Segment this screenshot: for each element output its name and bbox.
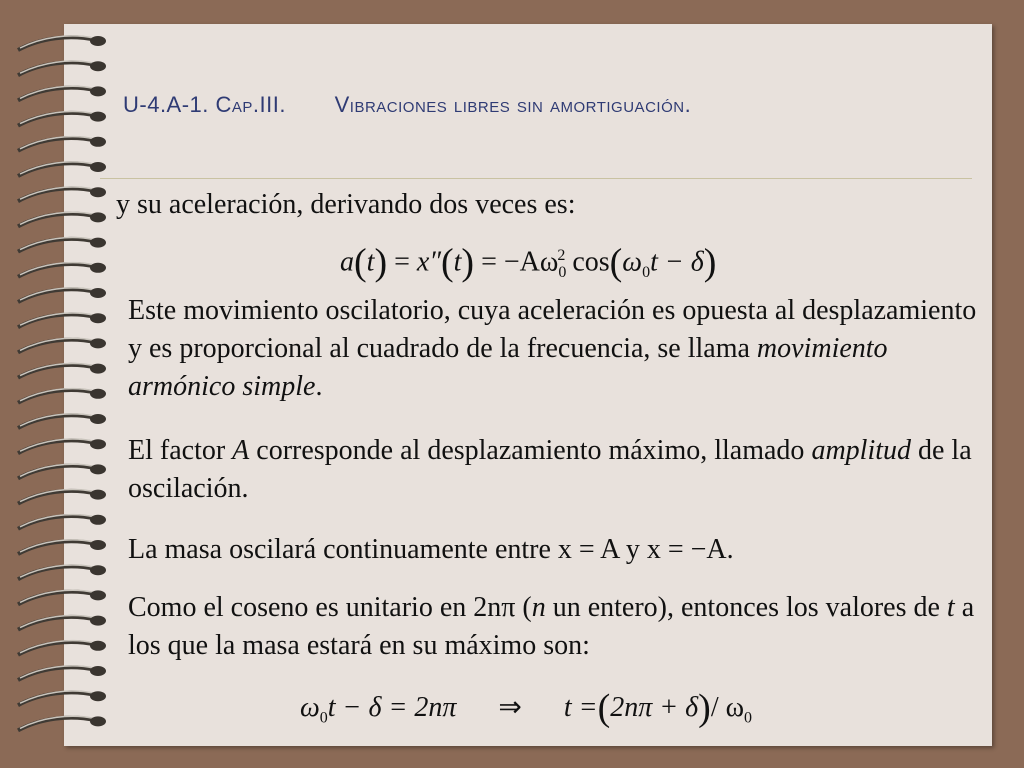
intro-text: y su aceleración, derivando dos veces es: (116, 189, 576, 220)
binding-hole (90, 691, 106, 701)
binding-hole (90, 338, 106, 348)
binding-hole (90, 616, 106, 626)
binding-hole (90, 263, 106, 273)
spiral-binding (0, 0, 130, 768)
binding-hole (90, 464, 106, 474)
chapter-code: U-4.A-1. Cap.III. (123, 92, 286, 117)
acceleration-equation: $a(t) = x''(t) = -A\omega_0^2$ $\cos(\omega_0t - \delta)$ (340, 241, 717, 284)
binding-hole (90, 414, 106, 424)
binding-hole (90, 666, 106, 676)
binding-hole (90, 364, 106, 374)
binding-hole (90, 641, 106, 651)
binding-hole (90, 212, 106, 222)
binding-hole (90, 112, 106, 122)
binding-hole (90, 439, 106, 449)
binding-hole (90, 162, 106, 172)
binding-hole (90, 137, 106, 147)
slide-header (123, 92, 691, 118)
paragraph-shm: Este movimiento oscilatorio, cuya aceleración es opuesta al desplazamiento y es proporcional al cuadrado de la frecuencia, se llama movimiento armónico simple. (128, 295, 977, 402)
binding-hole (90, 187, 106, 197)
paragraph-oscillation-range: La masa oscilará continuamente entre x = A y x = −A. (128, 534, 734, 565)
binding-hole (90, 490, 106, 500)
binding-hole (90, 590, 106, 600)
binding-hole (90, 515, 106, 525)
binding-hole (90, 288, 106, 298)
maximum-time-equation: $\omega_0t - \delta = 2n\pi$ ⇒ t =(2nπ + δ)/ $\omega_0$ (300, 687, 753, 729)
binding-hole (90, 716, 106, 726)
binding-hole (90, 540, 106, 550)
header-divider (100, 178, 972, 179)
binding-hole (90, 36, 106, 46)
binding-hole (90, 86, 106, 96)
slide-title: Vibraciones libres sin amortiguación. (334, 92, 692, 117)
binding-hole (90, 313, 106, 323)
binding-hole (90, 565, 106, 575)
paragraph-cosine-max: Como el coseno es unitario en 2nπ (n un entero), entonces los valores de t a los que la masa estará en su máximo son: (128, 592, 975, 661)
binding-hole (90, 238, 106, 248)
paragraph-amplitude: El factor A corresponde al desplazamiento máximo, llamado amplitud de la oscilación. (128, 435, 972, 504)
binding-hole (90, 389, 106, 399)
binding-hole (90, 61, 106, 71)
